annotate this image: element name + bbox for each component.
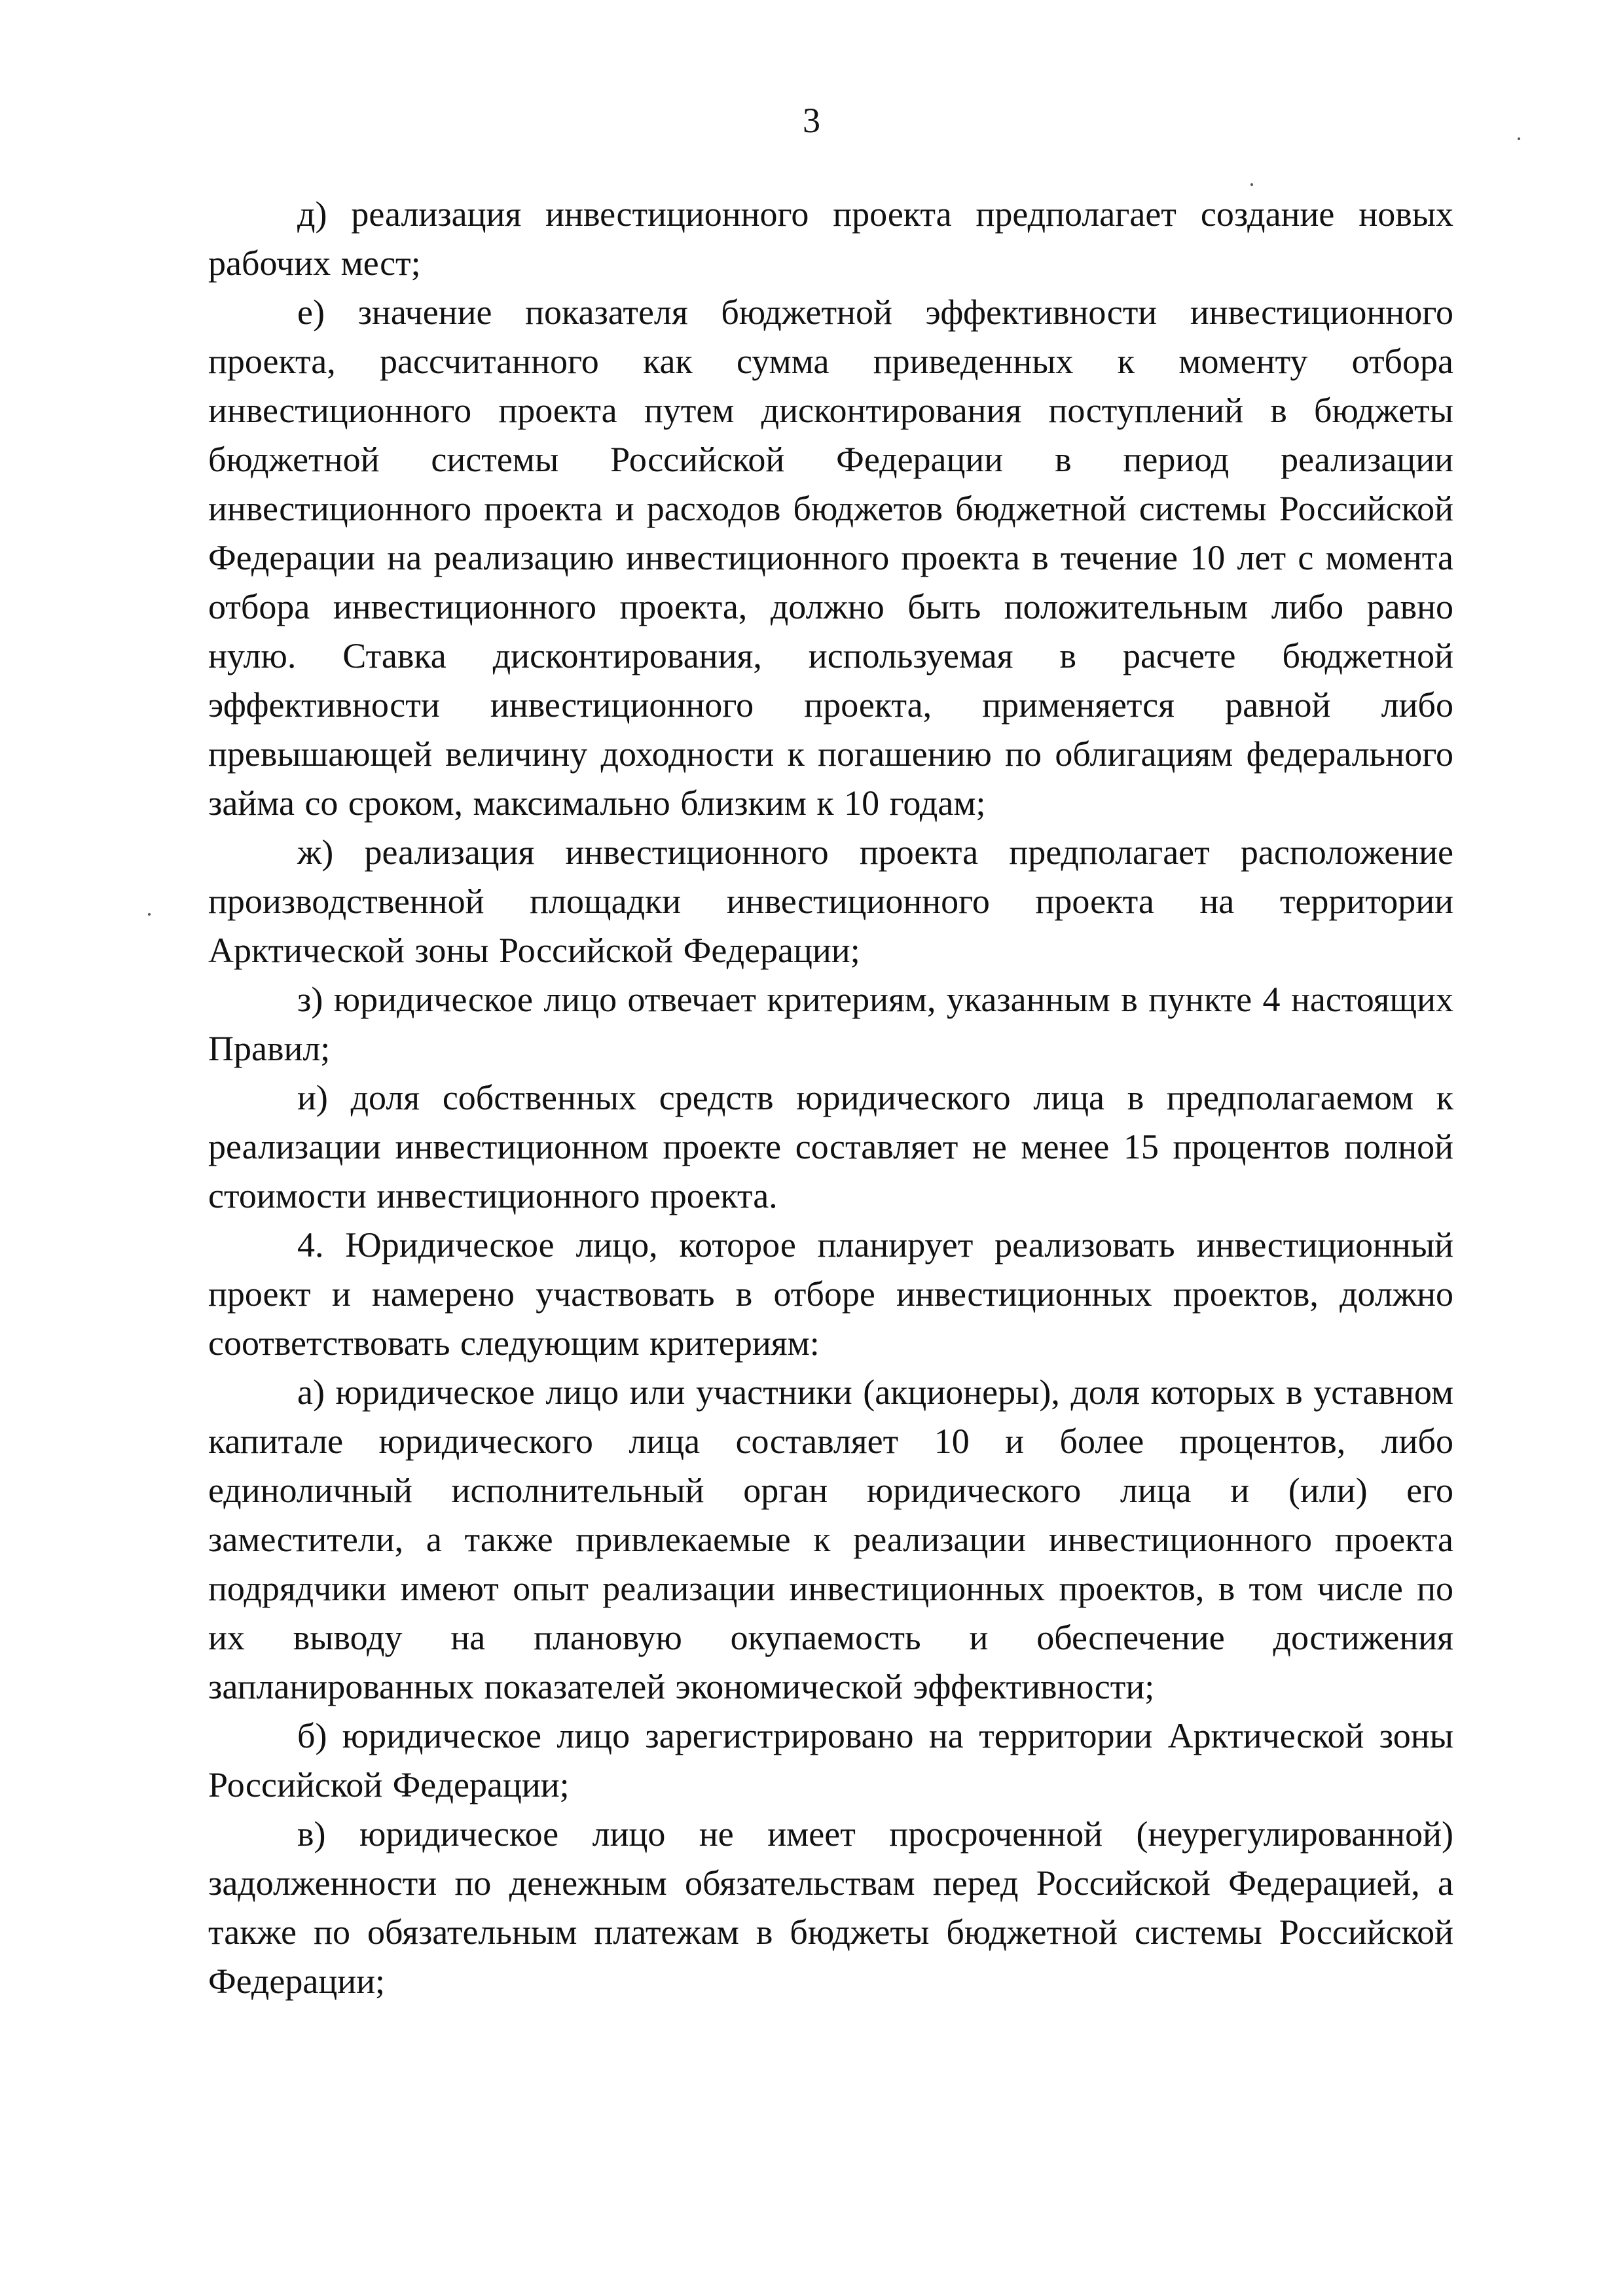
scan-speck [1250, 183, 1253, 186]
page-number: 3 [803, 101, 820, 140]
document-body [208, 190, 1453, 2006]
paragraph-v: в) юридическое лицо не имеет просроченной (неурегулированной) задолженности по денежным обязательствам перед Российской Федерацией, а также по обязательным платежам в бюджеты бюджетной системы Российской Федерации; [208, 1814, 1453, 2001]
paragraph-i: и) доля собственных средств юридического лица в предполагаемом к реализации инвестиционном проекте составляет не менее 15 процентов полной стоимости инвестиционного проекта. [208, 1078, 1453, 1215]
paragraph-z: з) юридическое лицо отвечает критериям, указанным в пункте 4 настоящих Правил; [208, 980, 1453, 1068]
scan-speck [148, 913, 151, 916]
paragraph-zh: ж) реализация инвестиционного проекта предполагает расположение производственной площадки инвестиционного проекта на территории Арктической зоны Российской Федерации; [208, 833, 1453, 970]
paragraph-b: б) юридическое лицо зарегистрировано на территории Арктической зоны Российской Федерации; [208, 1716, 1453, 1804]
clause-4: 4. Юридическое лицо, которое планирует реализовать инвестиционный проект и намерено участвовать в отборе инвестиционных проектов, должно соответствовать следующим критериям: [208, 1225, 1453, 1363]
paragraph-a: а) юридическое лицо или участники (акционеры), доля которых в уставном капитале юридического лица составляет 10 и более процентов, либо единоличный исполнительный орган юридического лица и (или) его заместители, а также привлекаемые к реализации инвестиционного проекта подрядчики имеют опыт реализации инвестиционных проектов, в том числе по их выводу на плановую окупаемость и обеспечение достижения запланированных показателей экономической эффективности; [208, 1372, 1453, 1706]
paragraph-e: е) значение показателя бюджетной эффективности инвестиционного проекта, рассчитанного как сумма приведенных к моменту отбора инвестиционного проекта путем дисконтирования поступлений в бюджеты бюджетной системы Российской Федерации в период реализации инвестиционного проекта и расходов бюджетов бюджетной системы Российской Федерации на реализацию инвестиционного проекта в течение 10 лет с момента отбора инвестиционного проекта, должно быть положительным либо равно нулю. Ставка дисконтирования, используемая в расчете бюджетной эффективности инвестиционного проекта, применяется равной либо превышающей величину доходности к погашению по облигациям федерального займа со сроком, максимально близким к 10 годам; [208, 293, 1453, 823]
paragraph-d: д) реализация инвестиционного проекта предполагает создание новых рабочих мест; [208, 194, 1453, 283]
scan-speck [1518, 137, 1520, 140]
